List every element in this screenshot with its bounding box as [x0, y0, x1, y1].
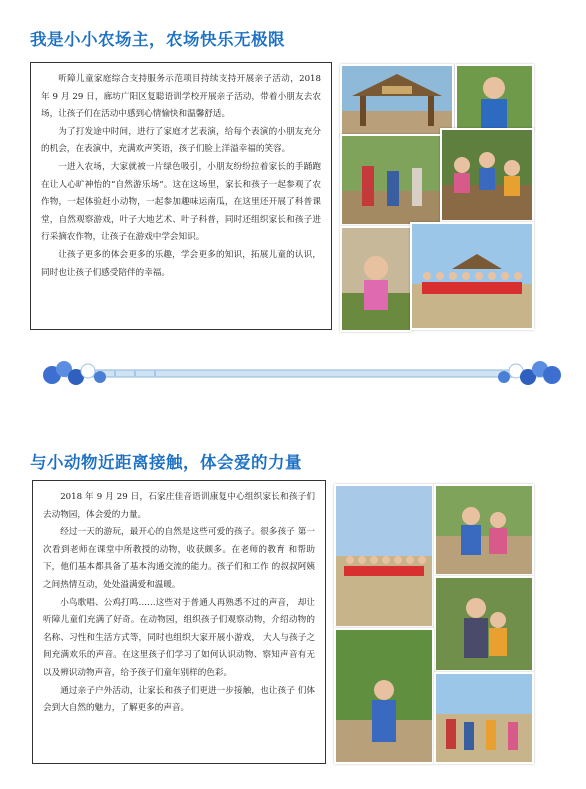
section-2-paragraph-4: 通过亲子户外活动，让家长和孩子们更进一步接触，也让孩子 们体会到大自然的魅力，了解更多的声音。: [43, 685, 315, 714]
child-by-tree-photo: [334, 628, 434, 764]
section-2-title: 与小动物近距离接触，体会爱的力量: [30, 453, 302, 472]
child-with-plants-photo: [340, 226, 412, 332]
section-1-title: 我是小小农场主，农场快乐无极限: [30, 30, 285, 49]
right-flower-cluster-icon: [498, 361, 561, 385]
section-2-paragraph-2: 经过一天的游玩，最开心的自然是这些可爱的孩子。很多孩子 第一次看到老师在课堂中所教授的动物，收获颇多。在老师的教育 和帮助下，他们基本都具备了基本沟通交流的能力。孩子们和工作 的叔叔阿姨之间热情互动，处处溢满爱和温暖。: [43, 527, 315, 590]
child-portrait-photo: [455, 64, 534, 130]
section-2-paragraph-3: 小鸟歌唱、公鸡打鸣……这些对于普通人再熟悉不过的声音， 却让听障儿童们充满了好奇。在动物园，组织孩子们观察动物，介绍动物的名称、习性和生活方式等，同时也组织大家开展小游戏， 大人与孩子之间充满欢乐的声音。在这里孩子们学习了如何认识动物、察知声音有无以及辨识动物声音，给予孩子们童年别样的色彩。: [43, 597, 315, 678]
section-1-paragraph-1: 听障儿童家庭综合支持服务示范项目持续支持开展亲子活动，2018 年 9 月 29 日，廊坊广阳区复聪语训学校开展亲子活动，带着小朋友去农场，让孩子们在活动中感到心情愉快和温馨舒适。: [41, 74, 321, 120]
section-2-paragraph-1: 2018 年 9 月 29 日，石家庄佳音语训康复中心组织家长和孩子们去动物园，体会爱的力量。: [43, 492, 315, 520]
section-1-text-box: [30, 62, 332, 330]
parent-and-child-photo: [434, 576, 534, 672]
zoo-walkway-photo: [434, 672, 534, 764]
farm-gate-photo: [340, 64, 454, 138]
zoo-group-photo: [334, 484, 434, 628]
section-1-paragraph-4: 让孩子更多的体会更多的乐趣，学会更多的知识，拓展儿童的认识，同时也让孩子们感受陪伴的幸福。: [41, 249, 321, 278]
section-2-text-box: [32, 480, 326, 764]
left-flower-cluster-icon: [43, 361, 106, 385]
children-at-zoo-photo: [434, 484, 534, 576]
group-photo-with-banner: [410, 222, 534, 330]
children-feeding-animals-photo: [440, 128, 534, 222]
section-1-paragraph-2: 为了打发途中时间，进行了家庭才艺表演，给每个表演的小朋友充分的机会，在表演中，充满欢声笑语，孩子们脸上洋溢幸福的笑容。: [41, 126, 321, 155]
flower-divider: [34, 357, 569, 391]
section-1-paragraph-3: 一进入农场，大家就被一片绿色吸引，小朋友纷纷拉着家长的手踊跑在让人心旷神怡的“自然游乐场”。这在这场里，家长和孩子一起参观了农作物，一起体验赶小动物，一起参加趣味运南瓜，在这里还开展了科普课堂，自然观察游戏，叶子大地艺术、叶子科普，同时还组织家长和孩子进行采摘农作物，让孩子在游戏中学会知识。: [41, 161, 321, 243]
farm-path-photo: [340, 134, 444, 226]
